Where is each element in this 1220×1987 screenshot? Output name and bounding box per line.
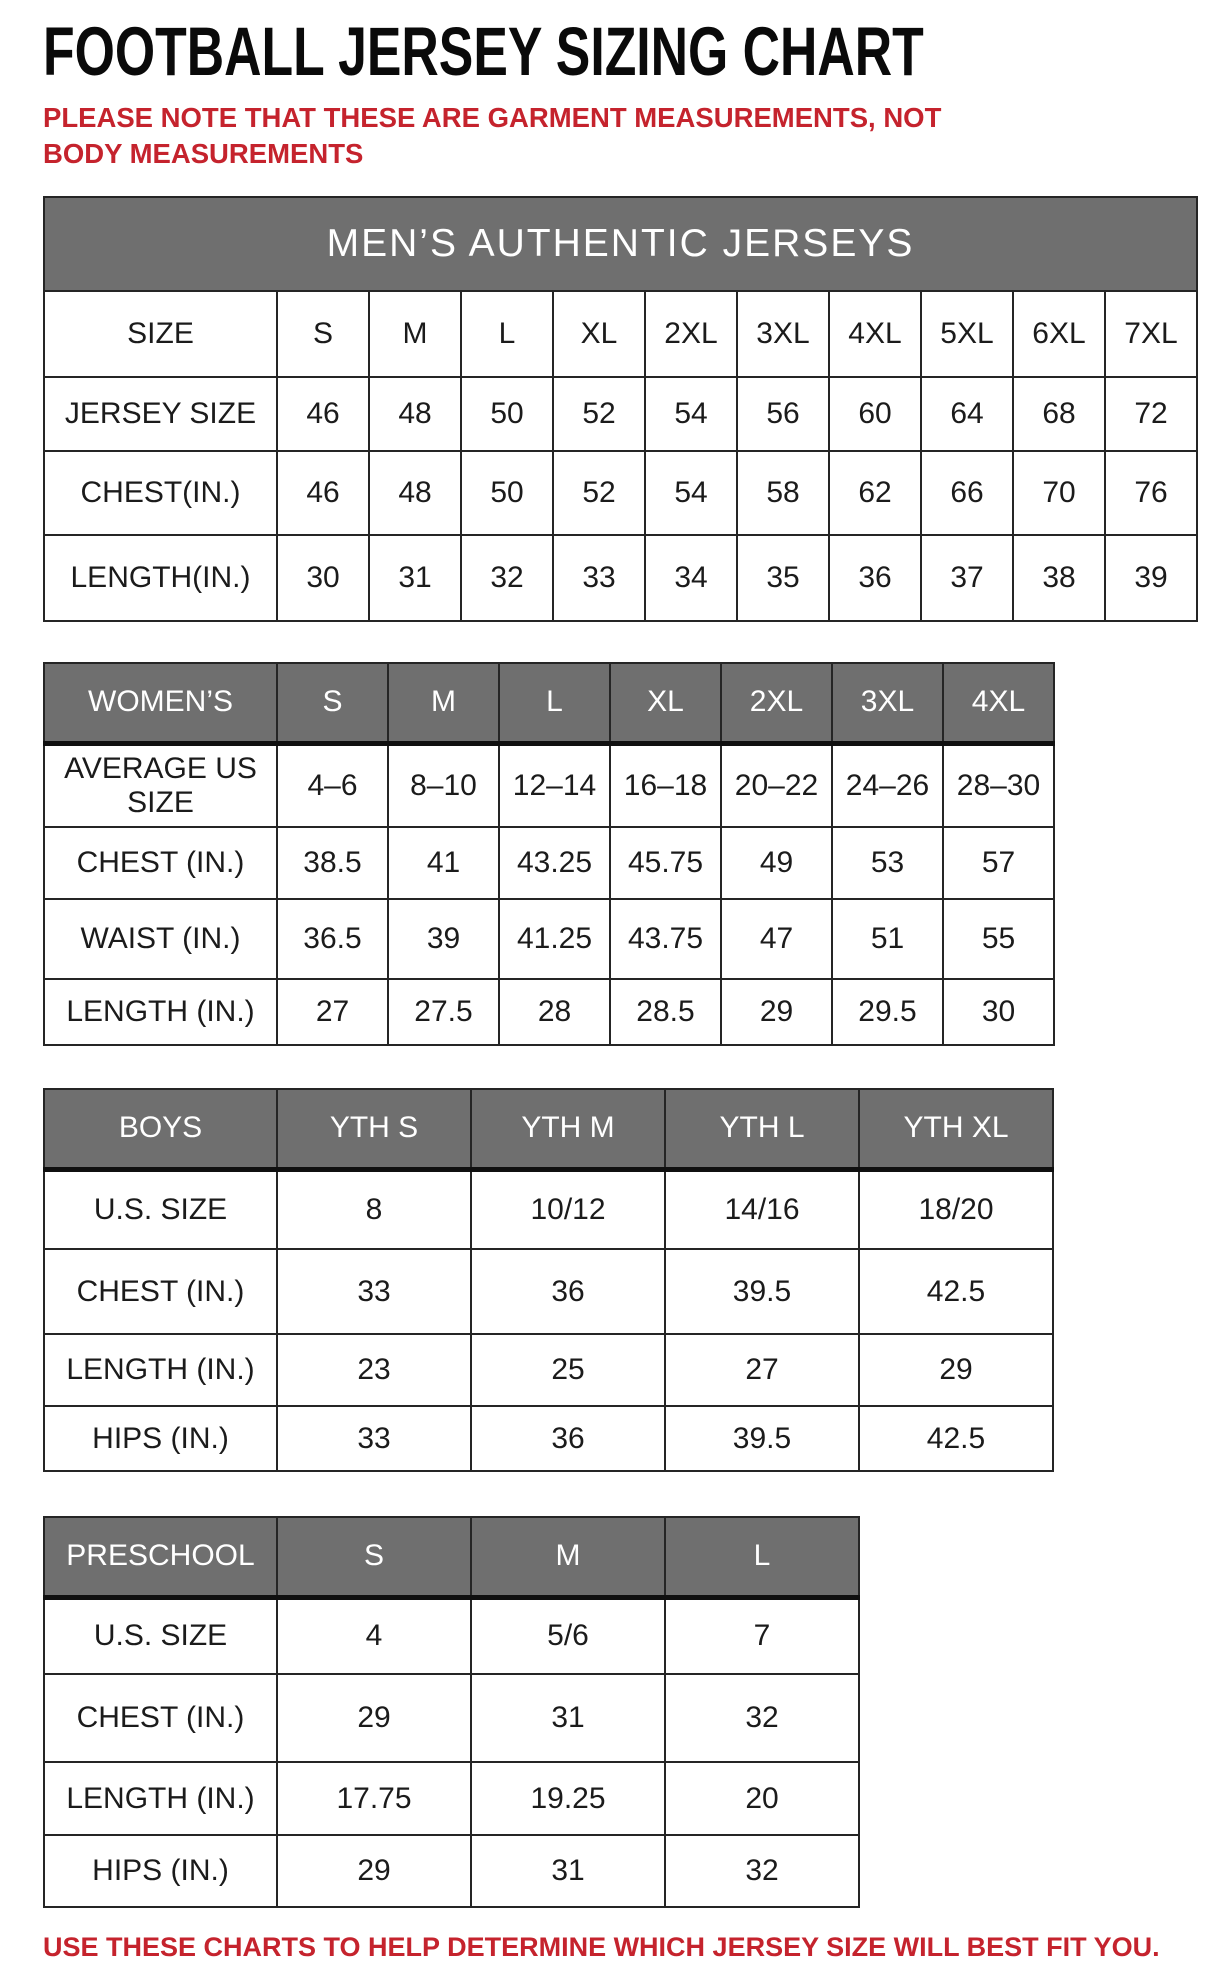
row-label: LENGTH(IN.) xyxy=(44,535,277,621)
data-cell: 43.25 xyxy=(499,827,610,899)
data-cell: 76 xyxy=(1105,451,1197,535)
row-label: HIPS (IN.) xyxy=(44,1835,277,1907)
data-cell: 8 xyxy=(277,1169,471,1249)
data-cell: 12–14 xyxy=(499,743,610,827)
data-cell: 58 xyxy=(737,451,829,535)
table-row xyxy=(44,1169,1053,1249)
data-cell: 52 xyxy=(553,377,645,451)
data-cell: 50 xyxy=(461,377,553,451)
column-header: S xyxy=(277,291,369,377)
table-row xyxy=(44,377,1197,451)
data-cell: 4–6 xyxy=(277,743,388,827)
data-cell: 36 xyxy=(471,1249,665,1334)
data-cell: 19.25 xyxy=(471,1762,665,1835)
data-cell: 62 xyxy=(829,451,921,535)
data-cell: 39 xyxy=(1105,535,1197,621)
column-header: 2XL xyxy=(645,291,737,377)
data-cell: 41.25 xyxy=(499,899,610,979)
data-cell: 53 xyxy=(832,827,943,899)
table-row xyxy=(44,1835,859,1907)
data-cell: 42.5 xyxy=(859,1406,1053,1471)
data-cell: 27.5 xyxy=(388,979,499,1045)
column-header: L xyxy=(499,663,610,743)
mens-table-title: MEN’S AUTHENTIC JERSEYS xyxy=(44,197,1197,291)
table-row xyxy=(44,451,1197,535)
row-label: HIPS (IN.) xyxy=(44,1406,277,1471)
column-header: YTH XL xyxy=(859,1089,1053,1169)
data-cell: 20 xyxy=(665,1762,859,1835)
data-cell: 55 xyxy=(943,899,1054,979)
footer-note: USE THESE CHARTS TO HELP DETERMINE WHICH JERSEY SIZE WILL BEST FIT YOU. xyxy=(43,1932,1160,1962)
row-label: WAIST (IN.) xyxy=(44,899,277,979)
column-header: 7XL xyxy=(1105,291,1197,377)
data-cell: 25 xyxy=(471,1334,665,1406)
preschool-sizing-table xyxy=(43,1516,860,1908)
data-cell: 33 xyxy=(277,1406,471,1471)
boys-sizing-table xyxy=(43,1088,1054,1472)
data-cell: 66 xyxy=(921,451,1013,535)
data-cell: 46 xyxy=(277,377,369,451)
data-cell: 39.5 xyxy=(665,1406,859,1471)
column-header: 3XL xyxy=(832,663,943,743)
table-row xyxy=(44,899,1054,979)
data-cell: 28–30 xyxy=(943,743,1054,827)
data-cell: 42.5 xyxy=(859,1249,1053,1334)
column-header: WOMEN’S xyxy=(44,663,277,743)
data-cell: 29 xyxy=(859,1334,1053,1406)
data-cell: 45.75 xyxy=(610,827,721,899)
data-cell: 72 xyxy=(1105,377,1197,451)
data-cell: 33 xyxy=(277,1249,471,1334)
data-cell: 48 xyxy=(369,451,461,535)
data-cell: 29 xyxy=(721,979,832,1045)
data-cell: 28 xyxy=(499,979,610,1045)
column-header: M xyxy=(369,291,461,377)
column-header: M xyxy=(388,663,499,743)
data-cell: 16–18 xyxy=(610,743,721,827)
data-cell: 30 xyxy=(277,535,369,621)
data-cell: 8–10 xyxy=(388,743,499,827)
column-header: S xyxy=(277,1517,471,1597)
measurement-note: PLEASE NOTE THAT THESE ARE GARMENT MEASUREMENTS, NOT BODY MEASUREMENTS xyxy=(43,102,942,169)
data-cell: 41 xyxy=(388,827,499,899)
column-header: L xyxy=(461,291,553,377)
data-cell: 38.5 xyxy=(277,827,388,899)
data-cell: 27 xyxy=(277,979,388,1045)
column-header: S xyxy=(277,663,388,743)
row-label: CHEST (IN.) xyxy=(44,827,277,899)
table-row xyxy=(44,1762,859,1835)
table-row xyxy=(44,1517,859,1597)
table-row xyxy=(44,1406,1053,1471)
table-row xyxy=(44,743,1054,827)
data-cell: 35 xyxy=(737,535,829,621)
data-cell: 64 xyxy=(921,377,1013,451)
column-header: PRESCHOOL xyxy=(44,1517,277,1597)
data-cell: 27 xyxy=(665,1334,859,1406)
column-header: YTH L xyxy=(665,1089,859,1169)
table-row xyxy=(44,197,1197,291)
row-label: LENGTH (IN.) xyxy=(44,1334,277,1406)
data-cell: 48 xyxy=(369,377,461,451)
data-cell: 32 xyxy=(461,535,553,621)
data-cell: 24–26 xyxy=(832,743,943,827)
data-cell: 70 xyxy=(1013,451,1105,535)
data-cell: 39.5 xyxy=(665,1249,859,1334)
column-header: M xyxy=(471,1517,665,1597)
data-cell: 30 xyxy=(943,979,1054,1045)
row-label: CHEST (IN.) xyxy=(44,1249,277,1334)
table-row xyxy=(44,663,1054,743)
data-cell: 54 xyxy=(645,451,737,535)
data-cell: 10/12 xyxy=(471,1169,665,1249)
data-cell: 36.5 xyxy=(277,899,388,979)
data-cell: 4 xyxy=(277,1597,471,1674)
table-row xyxy=(44,1674,859,1762)
data-cell: 68 xyxy=(1013,377,1105,451)
data-cell: 43.75 xyxy=(610,899,721,979)
table-row xyxy=(44,1597,859,1674)
data-cell: 31 xyxy=(471,1835,665,1907)
data-cell: 36 xyxy=(829,535,921,621)
data-cell: 20–22 xyxy=(721,743,832,827)
column-header: 3XL xyxy=(737,291,829,377)
data-cell: 31 xyxy=(369,535,461,621)
row-label: CHEST(IN.) xyxy=(44,451,277,535)
table-row xyxy=(44,979,1054,1045)
column-header: L xyxy=(665,1517,859,1597)
column-header: YTH M xyxy=(471,1089,665,1169)
column-header: XL xyxy=(553,291,645,377)
table-row xyxy=(44,1089,1053,1169)
data-cell: 46 xyxy=(277,451,369,535)
data-cell: 32 xyxy=(665,1674,859,1762)
column-header: 4XL xyxy=(829,291,921,377)
data-cell: 39 xyxy=(388,899,499,979)
data-cell: 17.75 xyxy=(277,1762,471,1835)
page-title: FOOTBALL JERSEY SIZING CHART xyxy=(43,13,924,90)
column-header: YTH S xyxy=(277,1089,471,1169)
table-row xyxy=(44,1249,1053,1334)
data-cell: 57 xyxy=(943,827,1054,899)
data-cell: 49 xyxy=(721,827,832,899)
column-header: XL xyxy=(610,663,721,743)
table-row xyxy=(44,827,1054,899)
column-header: 2XL xyxy=(721,663,832,743)
data-cell: 29 xyxy=(277,1674,471,1762)
data-cell: 29.5 xyxy=(832,979,943,1045)
data-cell: 37 xyxy=(921,535,1013,621)
data-cell: 33 xyxy=(553,535,645,621)
column-header: BOYS xyxy=(44,1089,277,1169)
row-label: JERSEY SIZE xyxy=(44,377,277,451)
row-label: U.S. SIZE xyxy=(44,1169,277,1249)
row-label: LENGTH (IN.) xyxy=(44,979,277,1045)
data-cell: 18/20 xyxy=(859,1169,1053,1249)
column-header: SIZE xyxy=(44,291,277,377)
row-label: CHEST (IN.) xyxy=(44,1674,277,1762)
data-cell: 56 xyxy=(737,377,829,451)
mens-sizing-table xyxy=(43,196,1198,622)
data-cell: 36 xyxy=(471,1406,665,1471)
column-header: 4XL xyxy=(943,663,1054,743)
row-label: U.S. SIZE xyxy=(44,1597,277,1674)
table-row xyxy=(44,291,1197,377)
data-cell: 31 xyxy=(471,1674,665,1762)
data-cell: 47 xyxy=(721,899,832,979)
row-label: LENGTH (IN.) xyxy=(44,1762,277,1835)
data-cell: 38 xyxy=(1013,535,1105,621)
data-cell: 14/16 xyxy=(665,1169,859,1249)
column-header: 6XL xyxy=(1013,291,1105,377)
data-cell: 29 xyxy=(277,1835,471,1907)
row-label: AVERAGE US SIZE xyxy=(44,743,277,827)
table-row xyxy=(44,535,1197,621)
data-cell: 32 xyxy=(665,1835,859,1907)
data-cell: 51 xyxy=(832,899,943,979)
table-row xyxy=(44,1334,1053,1406)
data-cell: 54 xyxy=(645,377,737,451)
data-cell: 34 xyxy=(645,535,737,621)
data-cell: 5/6 xyxy=(471,1597,665,1674)
data-cell: 28.5 xyxy=(610,979,721,1045)
data-cell: 7 xyxy=(665,1597,859,1674)
womens-sizing-table xyxy=(43,662,1055,1046)
data-cell: 23 xyxy=(277,1334,471,1406)
column-header: 5XL xyxy=(921,291,1013,377)
data-cell: 60 xyxy=(829,377,921,451)
data-cell: 52 xyxy=(553,451,645,535)
data-cell: 50 xyxy=(461,451,553,535)
